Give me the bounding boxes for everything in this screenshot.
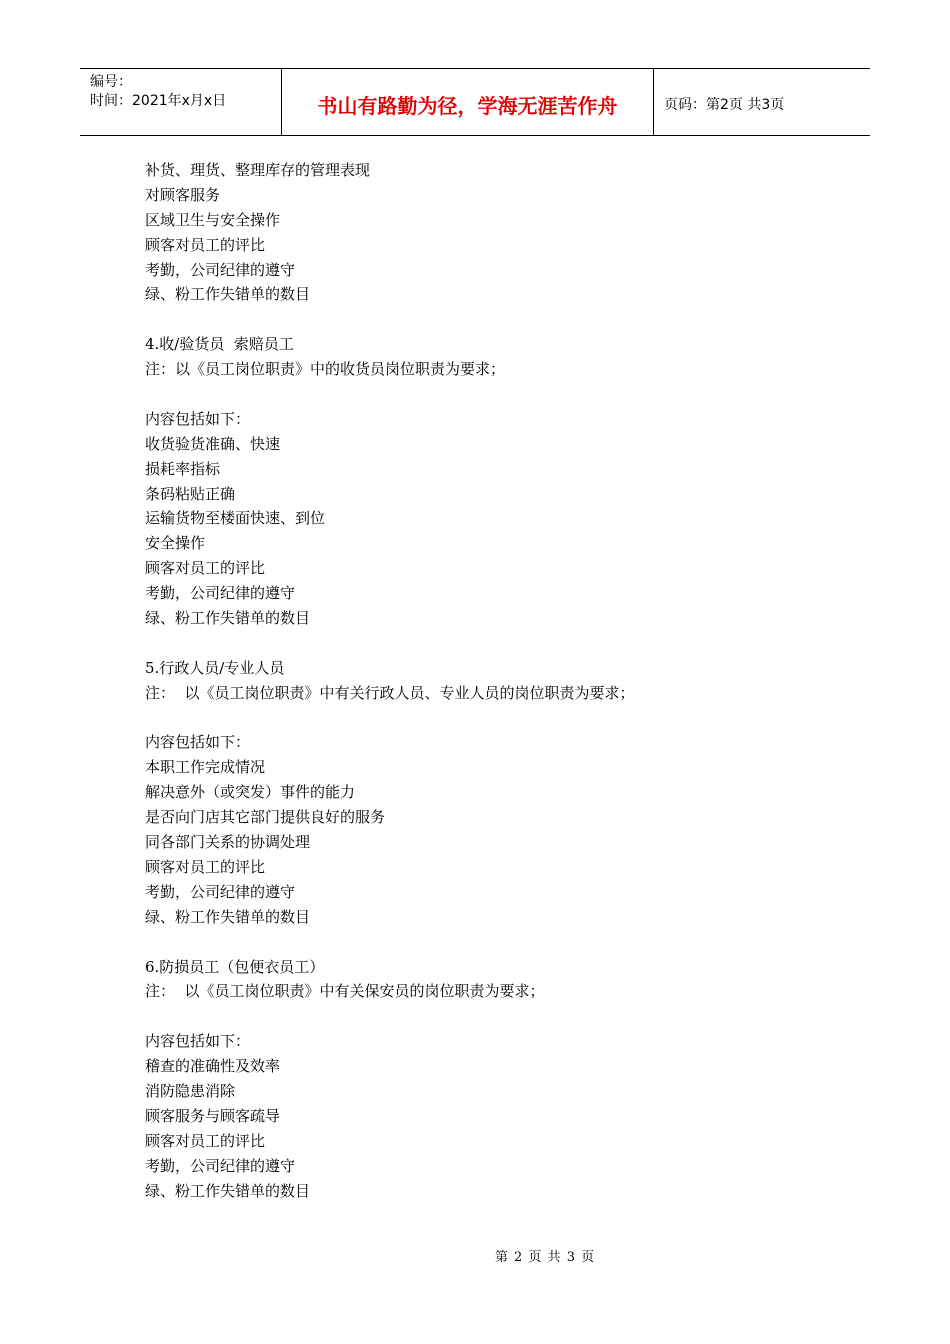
text-line: 本职工作完成情况 <box>145 758 266 777</box>
text-line: 内容包括如下： <box>145 409 251 428</box>
text-line: 收货验货准确、快速 <box>145 434 281 453</box>
document-number: 编号： <box>90 74 132 90</box>
text-line: 考勤，公司纪律的遵守 <box>145 584 296 603</box>
text-line: 6.防损员工（包便衣员工） <box>145 957 325 976</box>
text-line: 损耗率指标 <box>145 459 221 478</box>
text-line: 安全操作 <box>145 534 206 553</box>
header-motto: 书山有路勤为径，学海无涯苦作舟 <box>282 69 654 135</box>
text-line: 顾客对员工的评比 <box>145 559 266 578</box>
page-header <box>80 68 870 136</box>
text-line: 绿、粉工作失错单的数目 <box>145 907 311 926</box>
text-line: 绿、粉工作失错单的数目 <box>145 609 311 628</box>
header-meta <box>80 69 282 135</box>
text-line: 5.行政人员/专业人员 <box>145 658 285 677</box>
text-line: 稽查的准确性及效率 <box>145 1057 281 1076</box>
text-line: 运输货物至楼面快速、到位 <box>145 509 326 528</box>
blank-line <box>145 307 845 332</box>
text-line: 4.收/验货员 索赔员工 <box>145 335 294 354</box>
text-line: 注： 以《员工岗位职责》中有关行政人员、专业人员的岗位职责为要求； <box>145 683 635 702</box>
text-line: 顾客对员工的评比 <box>145 857 266 876</box>
text-line: 注： 以《员工岗位职责》中有关保安员的岗位职责为要求； <box>145 982 545 1001</box>
document-time: 时间：2021年x月x日 <box>90 93 227 109</box>
text-line: 顾客服务与顾客疏导 <box>145 1106 281 1125</box>
page-footer: 第 2 页 共 3 页 <box>494 1250 596 1265</box>
text-line: 绿、粉工作失错单的数目 <box>145 285 311 304</box>
text-line: 注：以《员工岗位职责》中的收货员岗位职责为要求； <box>145 360 506 379</box>
text-line: 绿、粉工作失错单的数目 <box>145 1181 311 1200</box>
blank-line <box>145 631 845 656</box>
text-line: 内容包括如下： <box>145 1032 251 1051</box>
text-line: 考勤，公司纪律的遵守 <box>145 882 296 901</box>
text-line: 顾客对员工的评比 <box>145 235 266 254</box>
header-page-number: 页码：第2页 共3页 <box>664 97 785 113</box>
text-line: 顾客对员工的评比 <box>145 1131 266 1150</box>
text-line: 补货、理货、整理库存的管理表现 <box>145 161 371 179</box>
text-line: 考勤，公司纪律的遵守 <box>145 1156 296 1175</box>
text-line: 区域卫生与安全操作 <box>145 210 281 229</box>
blank-line <box>145 382 845 407</box>
text-line: 消防隐患消除 <box>145 1081 236 1100</box>
document-body <box>145 158 845 1203</box>
text-line: 对顾客服务 <box>145 185 221 204</box>
text-line: 考勤，公司纪律的遵守 <box>145 260 296 279</box>
blank-line <box>145 930 845 955</box>
text-line: 是否向门店其它部门提供良好的服务 <box>145 808 386 827</box>
text-line: 条码粘贴正确 <box>145 484 236 503</box>
blank-line <box>145 1004 845 1029</box>
text-line: 解决意外（或突发）事件的能力 <box>145 783 356 802</box>
text-line: 同各部门关系的协调处理 <box>145 833 311 852</box>
blank-line <box>145 706 845 731</box>
text-line: 内容包括如下： <box>145 733 251 752</box>
